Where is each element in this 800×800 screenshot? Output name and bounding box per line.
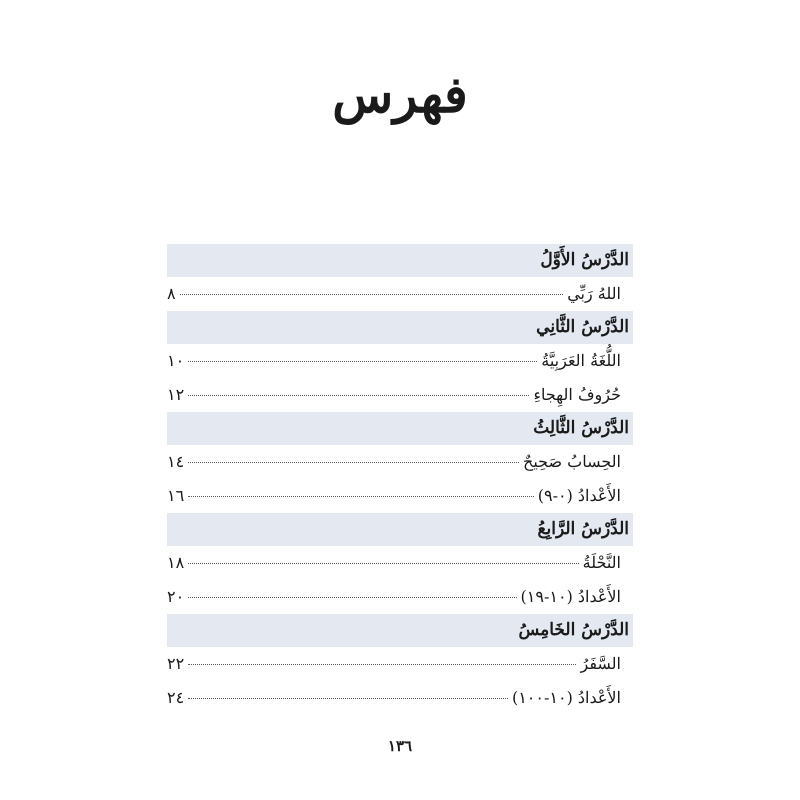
entry-page-number: ١٦ xyxy=(167,486,185,505)
entry-page-number: ١٠ xyxy=(167,351,185,370)
dot-leader xyxy=(180,294,564,295)
page-number: ١٣٦ xyxy=(387,737,413,755)
toc-entry[interactable] xyxy=(167,580,633,614)
table-of-contents xyxy=(167,244,633,715)
entry-page-number: ٨ xyxy=(167,284,176,303)
entry-page-number: ٢٤ xyxy=(167,688,185,707)
entry-label: السَّفَرُ xyxy=(580,654,621,673)
toc-entry[interactable] xyxy=(167,647,633,681)
entry-label: النَّحْلَةُ xyxy=(582,553,621,572)
dot-leader xyxy=(188,597,516,598)
page-title: فهرس xyxy=(332,65,468,124)
toc-entry[interactable] xyxy=(167,681,633,715)
toc-entry[interactable] xyxy=(167,546,633,580)
lesson-header-1: الدَّرْسُ الأَوَّلُ xyxy=(167,244,633,277)
dot-leader xyxy=(188,395,529,396)
entry-page-number: ٢٢ xyxy=(167,654,185,673)
entry-label: الأَعْدادُ (٠-٩) xyxy=(537,486,621,505)
entry-page-number: ١٢ xyxy=(167,385,185,404)
dot-leader xyxy=(188,462,519,463)
entry-label: حُرُوفُ الهِجاءِ xyxy=(533,385,621,404)
toc-entry[interactable] xyxy=(167,277,633,311)
toc-entry[interactable] xyxy=(167,479,633,513)
entry-label: الأَعْدادُ (١٠-١٩) xyxy=(520,587,621,606)
lesson-header-3: الدَّرْسُ الثَّالِثُ xyxy=(167,412,633,445)
dot-leader xyxy=(188,563,578,564)
entry-page-number: ٢٠ xyxy=(167,587,185,606)
dot-leader xyxy=(188,496,534,497)
entry-label: اللُّغَةُ العَرَبِيَّةُ xyxy=(541,351,621,370)
dot-leader xyxy=(188,361,537,362)
dot-leader xyxy=(188,698,508,699)
entry-page-number: ١٨ xyxy=(167,553,185,572)
entry-label: الحِسابُ صَحِيحٌ xyxy=(522,452,621,471)
entry-page-number: ١٤ xyxy=(167,452,185,471)
lesson-header-4: الدَّرْسُ الرَّابِعُ xyxy=(167,513,633,546)
toc-entry[interactable] xyxy=(167,445,633,479)
toc-entry[interactable] xyxy=(167,378,633,412)
lesson-header-5: الدَّرْسُ الخَامِسُ xyxy=(167,614,633,647)
entry-label: اللهُ رَبِّي xyxy=(567,284,621,303)
entry-label: الأَعْدادُ (١٠-١٠٠) xyxy=(511,688,621,707)
lesson-header-2: الدَّرْسُ الثَّانِي xyxy=(167,311,633,344)
toc-entry[interactable] xyxy=(167,344,633,378)
dot-leader xyxy=(188,664,576,665)
